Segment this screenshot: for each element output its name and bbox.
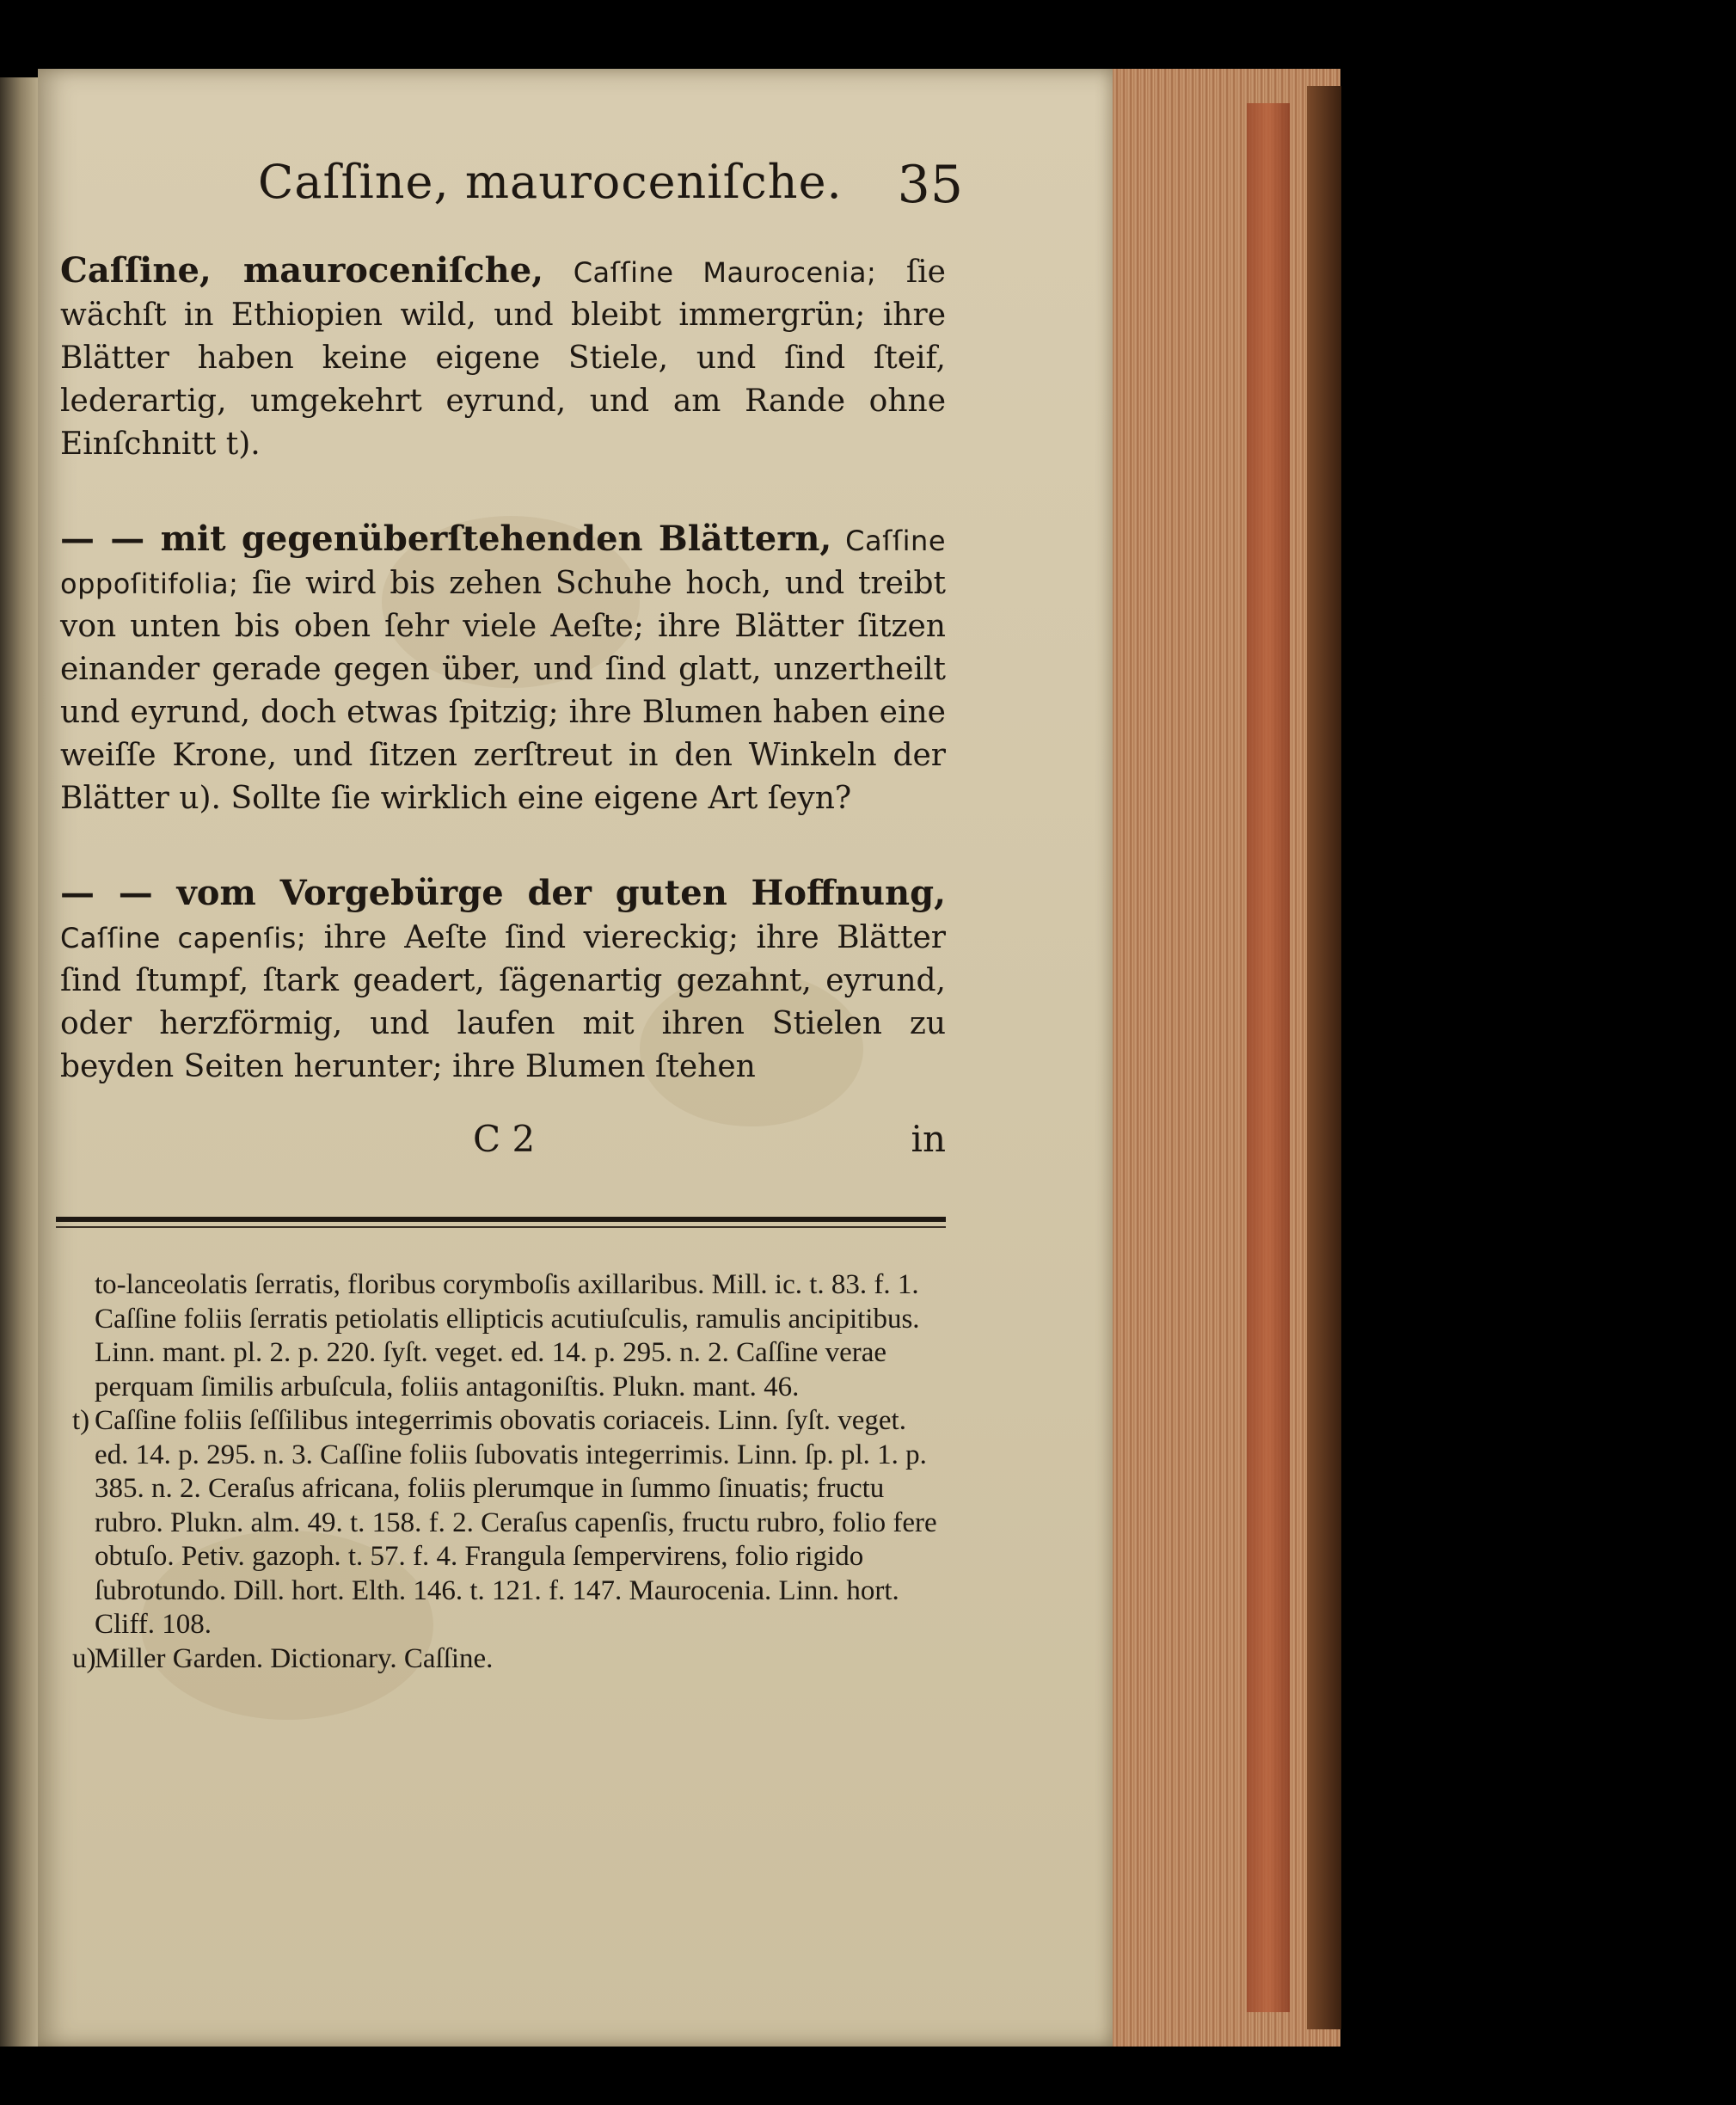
footnote xyxy=(95,1268,946,1404)
latin-name: Caſſine Maurocenia; xyxy=(573,256,877,289)
footnote xyxy=(72,1642,946,1677)
entry-heading: Caſſine, mauroceniſche, xyxy=(60,250,544,291)
entry-paragraph xyxy=(60,249,946,466)
signature-row xyxy=(60,1118,946,1161)
footnote-text: to-lanceolatis ſerratis, floribus corymboſis axillaribus. Mill. ic. t. 83. f. 1. Caſſine foliis ſerratis petiolatis ellipticis acutiuſculis, ramulis ancipitibus. Linn. mant. pl. 2. p. 220. ſyſt. veget. ed. 14. p. 295. n. 2. Caſſine verae perquam ſimilis arbuſcula, foliis antagoniſtis. Plukn. mant. 46. xyxy=(95,1269,920,1402)
entry-heading: — — mit gegenüberſtehenden Blättern, xyxy=(60,519,832,559)
footnote-rule xyxy=(56,1217,946,1222)
footnote-text: Miller Garden. Dictionary. Caſſine. xyxy=(95,1642,494,1674)
entry-heading: — — vom Vorgebürge der guten Hoffnung, xyxy=(60,873,946,913)
running-title: Caſſine, mauroceniſche. xyxy=(258,155,843,209)
entry-text: ſie wächſt in Ethiopien wild, und bleibt immergrün; ihre Blätter haben keine eigene Stiele, und ſind ſteif, lederartig, umgekehrt eyrund, und am Rande ohne Einſchnitt t). xyxy=(60,255,946,462)
footnotes xyxy=(72,1268,946,1676)
facing-page-edge xyxy=(0,77,38,2047)
page-number: 35 xyxy=(897,155,963,215)
entry-text: ihre Aeſte ſind viereckig; ihre Blätter ſind ſtumpf, ſtark geadert, ſägenartig gezahnt, eyrund, oder herzförmig, und laufen mit ihren Stielen zu beyden Seiten herunter; ihre Blumen ſtehen xyxy=(60,920,946,1084)
footnote-text: Caſſine foliis ſeſſilibus integerrimis obovatis coriaceis. Linn. ſyſt. veget. ed. 14. p. 295. n. 3. Caſſine foliis ſubovatis integerrimis. Linn. ſp. pl. 1. p. 385. n. 2. Ceraſus africana, foliis plerumque in ſummo ſinuatis; fructu rubro. Plukn. alm. 49. t. 158. f. 2. Ceraſus capenſis, fructu rubro, folio fere obtuſo. Petiv. gazoph. t. 57. f. 4. Frangula ſempervirens, folio rigido ſubrotundo. Dill. hort. Elth. 146. t. 121. f. 147. Maurocenia. Linn. hort. Cliff. 108. xyxy=(95,1405,937,1640)
latin-name: Caſſine capenſis; xyxy=(60,922,307,954)
signature-mark: C 2 xyxy=(473,1118,536,1160)
footnote xyxy=(72,1404,946,1642)
entry-text: ſie wird bis zehen Schuhe hoch, und treibt von unten bis oben ſehr viele Aeſte; ihre Blätter ſitzen einander gerade gegen über, und ſind glatt, unzertheilt und eyrund, doch etwas ſpitzig; ihre Blumen haben eine weiſſe Krone, und ſitzen zerſtreut in den Winkeln der Blätter u). Sollte ſie wirklich eine eigene Art ſeyn? xyxy=(60,566,946,816)
running-header xyxy=(138,155,963,224)
main-text xyxy=(60,249,946,1140)
footnote-marker: u) xyxy=(72,1642,96,1674)
catchword: in xyxy=(911,1118,946,1160)
book-cover-edge xyxy=(1307,86,1341,2029)
red-edge-stain xyxy=(1247,103,1290,2012)
footnote-marker: t) xyxy=(72,1405,90,1436)
entry-paragraph xyxy=(60,518,946,820)
entry-paragraph xyxy=(60,872,946,1089)
footnote-rule-thin xyxy=(56,1226,946,1228)
latin-name: Caſſine oppoſitifolia; xyxy=(60,525,947,600)
